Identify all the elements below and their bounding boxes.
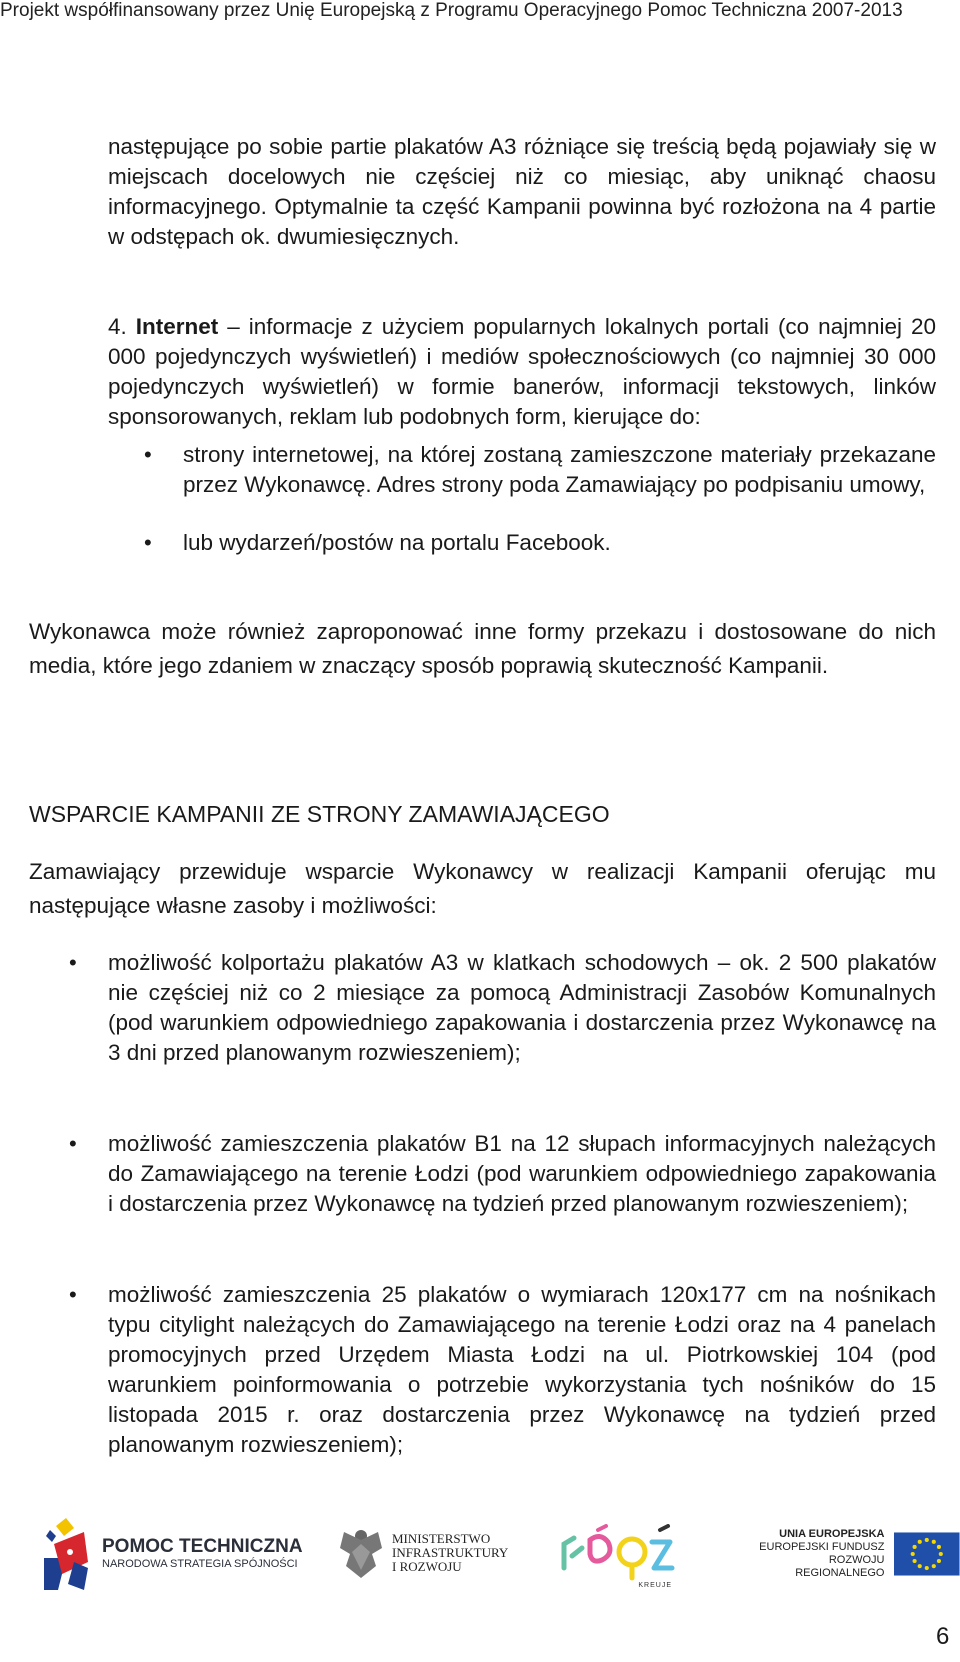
eu-flag-icon — [894, 1531, 960, 1577]
logo-ministry — [338, 1526, 508, 1580]
bullet-icon: • — [69, 1131, 77, 1156]
pomoc-techniczna-subtitle: NARODOWA STRATEGIA SPÓJNOŚCI — [102, 1558, 298, 1570]
footer-logos — [0, 1510, 960, 1600]
ue-line-3: ROZWOJU REGIONALNEGO — [795, 1554, 885, 1579]
ue-line-1: UNIA EUROPEJSKA — [779, 1528, 885, 1540]
paragraph-other-forms: Wykonawca może również zaproponować inne formy przekazu i dostosowane do nich media, które jego zdaniem w znaczący sposób poprawią skuteczność Kampanii. — [29, 619, 936, 678]
item-keyword: Internet — [135, 314, 219, 339]
logo-pomoc-techniczna — [44, 1518, 303, 1590]
ue-line-2: EUROPEJSKI FUNDUSZ — [759, 1541, 885, 1553]
bullet-icon: • — [69, 1282, 77, 1307]
support-bullet-citylight — [29, 1280, 936, 1460]
document-header: Projekt współfinansowany przez Unię Europejską z Programu Operacyjnego Pomoc Techniczna 2007-2013 — [0, 0, 903, 21]
sub-bullet-facebook — [108, 528, 936, 558]
sub-bullet-website — [108, 440, 936, 500]
sub-bullet-text: strony internetowej, na której zostaną zamieszczone materiały przekazane przez Wykonawcę. Adres strony poda Zamawiający po podpisaniu umowy, — [183, 442, 936, 497]
page-number: 6 — [936, 1623, 950, 1650]
support-bullet-text: możliwość kolportażu plakatów A3 w klatkach schodowych – ok. 2 500 plakatów nie częściej niż co 2 miesiące za pomocą Administracji Zasobów Komunalnych (pod warunkiem odpowiedniego zapakowania i dostarczenia przez Wykonawcę na 3 dni przed planowanym rozwieszeniem); — [108, 950, 936, 1065]
lodz-caption: KREUJE — [638, 1582, 672, 1589]
pomoc-techniczna-emblem-icon — [44, 1518, 92, 1590]
support-bullet-a3 — [29, 948, 936, 1068]
sub-bullet-text: lub wydarzeń/postów na portalu Facebook. — [183, 530, 611, 555]
bullet-icon: • — [144, 442, 152, 467]
logo-european-union — [746, 1528, 960, 1580]
support-bullet-b1 — [29, 1129, 936, 1219]
bullet-icon: • — [144, 530, 152, 555]
support-bullet-text: możliwość zamieszczenia plakatów B1 na 12 słupach informacyjnych należących do Zamawiającego na terenie Łodzi (pod warunkiem odpowiedniego zapakowania i dostarczenia przez Wykonawcę na tydzień przed planowanym rozwieszeniem); — [108, 1131, 936, 1216]
polish-eagle-icon — [338, 1526, 384, 1580]
section-heading: WSPARCIE KAMPANII ZE STRONY ZAMAWIAJĄCEGO — [29, 801, 610, 827]
ministry-line-3: I ROZWOJU — [392, 1559, 462, 1574]
lodz-logo-icon — [560, 1524, 676, 1582]
list-item-internet — [108, 312, 936, 432]
bullet-icon: • — [69, 950, 77, 975]
paragraph-support-intro: Zamawiający przewiduje wsparcie Wykonawcy w realizacji Kampanii oferując mu następujące własne zasoby i możliwości: — [29, 859, 936, 918]
support-bullet-text: możliwość zamieszczenia 25 plakatów o wymiarach 120x177 cm na nośnikach typu citylight należących do Zamawiającego na terenie Łodzi oraz na 4 panelach promocyjnych przed Urzędem Miasta Łodzi na ul. Piotrkowskiej 104 (pod warunkiem poinformowania o potrzebie wykorzystania tych nośników do 15 listopada 2015 r. oraz dostarczenia przez Wykonawcę na tydzień przed planowanym rozwieszeniem); — [108, 1282, 936, 1457]
pomoc-techniczna-title: POMOC TECHNICZNA — [102, 1536, 303, 1557]
item-number: 4. — [108, 314, 127, 339]
item-text: – informacje z użyciem popularnych lokalnych portali (co najmniej 20 000 pojedynczych wyświetleń) i mediów społecznościowych (co najmniej 30 000 pojedynczych wyświetleń) w formie banerów, informacji tekstowych, linków sponsorowanych, reklam lub podobnych form, kierujące do: — [108, 314, 936, 429]
ministry-line-2: INFRASTRUKTURY — [392, 1545, 509, 1560]
logo-lodz-kreuje — [560, 1524, 676, 1589]
ministry-line-1: MINISTERSTWO — [392, 1531, 491, 1546]
paragraph-posters-a3: następujące po sobie partie plakatów A3 różniące się treścią będą pojawiały się w miejscach docelowych nie częściej niż co miesiąc, aby uniknąć chaosu informacyjnego. Optymalnie ta część Kampanii powinna być rozłożona na 4 partie w odstępach ok. dwumiesięcznych. — [108, 134, 936, 249]
